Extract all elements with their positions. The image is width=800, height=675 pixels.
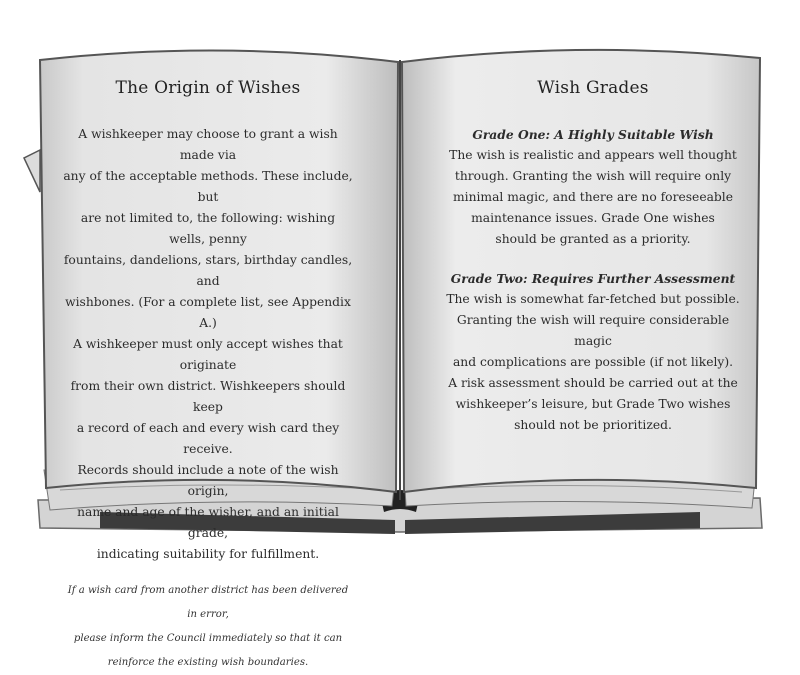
grade-one-body — [446, 145, 740, 250]
body-line: Granting the wish will require considerable magic — [456, 313, 730, 348]
body-line: The wish is realistic and appears well thought — [449, 148, 737, 162]
body-line: The wish is somewhat far-fetched but possible. — [446, 292, 740, 306]
right-page-content — [446, 74, 740, 454]
body-line: minimal magic, and there are no foreseeable — [452, 190, 734, 204]
grade-two-section — [446, 268, 740, 436]
left-page-body — [62, 124, 354, 565]
body-line: maintenance issues. Grade One wishes — [471, 211, 715, 225]
body-line: A wishkeeper must only accept wishes that originate — [73, 337, 343, 372]
body-line: A risk assessment should be carried out at the — [448, 376, 738, 390]
body-line: any of the acceptable methods. These include, but — [63, 169, 353, 204]
grade-one-section — [446, 124, 740, 250]
left-page-note — [62, 579, 354, 675]
body-line: indicating suitability for fulfillment. — [96, 547, 320, 561]
grade-one-heading: Grade One: A Highly Suitable Wish — [472, 127, 714, 142]
body-line: from their own district. Wishkeepers should keep — [70, 379, 346, 414]
body-line: fountains, dandelions, stars, birthday candles, and — [63, 253, 353, 288]
body-line: a record of each and every wish card they receive. — [76, 421, 340, 456]
note-line: please inform the Council immediately so that it can — [73, 633, 343, 644]
body-line: should be granted as a priority. — [495, 232, 691, 246]
note-line: If a wish card from another district has been delivered in error, — [67, 585, 349, 620]
note-line: reinforce the existing wish boundaries. — [107, 657, 309, 668]
body-line: are not limited to, the following: wishing wells, penny — [80, 211, 336, 246]
body-line: wishbones. (For a complete list, see Appendix A.) — [65, 295, 351, 330]
right-page-title: Wish Grades — [537, 78, 649, 98]
body-line: name and age of the wisher, and an initial grade, — [77, 505, 339, 540]
body-line: should not be prioritized. — [514, 418, 672, 432]
bookmark-tab — [24, 150, 40, 192]
body-line: wishkeeper’s leisure, but Grade Two wishes — [455, 397, 731, 411]
body-line: and complications are possible (if not likely). — [452, 355, 734, 369]
body-line: Records should include a note of the wish origin, — [77, 463, 339, 498]
grade-two-body — [446, 289, 740, 436]
left-page-content — [62, 74, 354, 675]
body-line: A wishkeeper may choose to grant a wish made via — [78, 127, 338, 162]
left-page-title: The Origin of Wishes — [115, 78, 301, 98]
body-line: through. Granting the wish will require only — [454, 169, 732, 183]
grade-two-heading: Grade Two: Requires Further Assessment — [450, 271, 736, 286]
